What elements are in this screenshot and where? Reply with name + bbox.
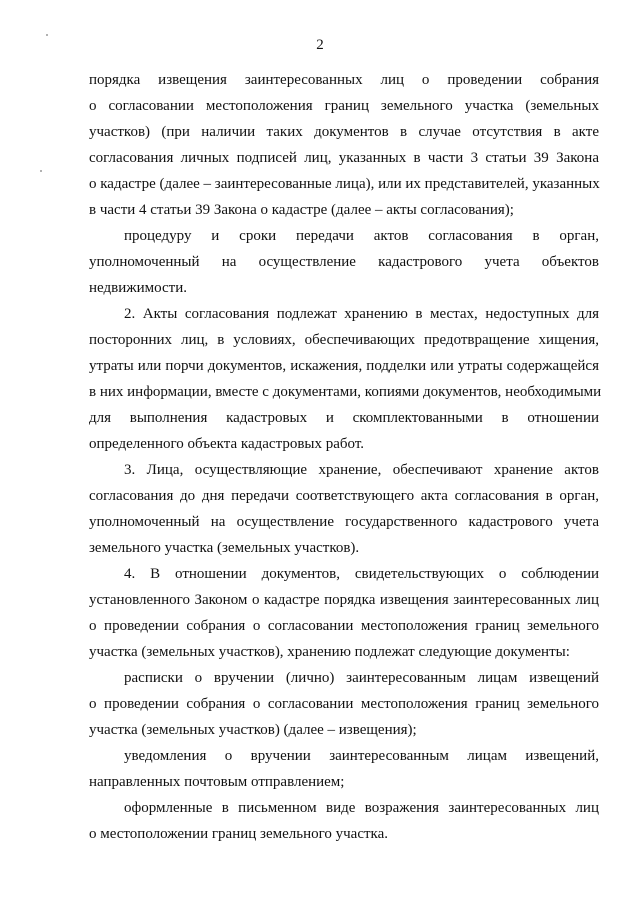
text-line: уведомления о вручении заинтересованным лицам извещений,: [124, 748, 599, 764]
text-line: 3. Лица, осуществляющие хранение, обеспечивают хранение актов: [124, 462, 599, 478]
text-line: уполномоченный на осуществление кадастрового учета объектов: [89, 254, 599, 270]
text-line: о согласовании местоположения границ земельного участка (земельных: [89, 98, 599, 114]
text-line: определенного объекта кадастровых работ.: [89, 436, 364, 452]
text-line: недвижимости.: [89, 280, 187, 296]
text-line: участков) (при наличии таких документов в случае отсутствия в акте: [89, 124, 599, 140]
text-line: 4. В отношении документов, свидетельствующих о соблюдении: [124, 566, 599, 582]
text-line: оформленные в письменном виде возражения заинтересованных лиц: [124, 800, 599, 816]
text-line: направленных почтовым отправлением;: [89, 774, 345, 790]
text-line: о кадастре (далее – заинтересованные лица), или их представителей, указанных: [89, 176, 600, 192]
text-line: о проведении собрания о согласовании местоположения границ земельного: [89, 696, 599, 712]
text-line: о проведении собрания о согласовании местоположения границ земельного: [89, 618, 599, 634]
text-line: согласования до дня передачи соответствующего акта согласования в орган,: [89, 488, 599, 504]
text-line: уполномоченный на осуществление государственного кадастрового учета: [89, 514, 599, 530]
text-line: 2. Акты согласования подлежат хранению в местах, недоступных для: [124, 306, 599, 322]
text-line: расписки о вручении (лично) заинтересованным лицам извещений: [124, 670, 599, 686]
text-line: в них информации, вместе с документами, копиями документов, необходимыми: [89, 384, 602, 400]
text-line: порядка извещения заинтересованных лиц о проведении собрания: [89, 72, 599, 88]
text-line: для выполнения кадастровых и скомплектованными в отношении: [89, 410, 599, 426]
text-line: посторонних лиц, в условиях, обеспечивающих предотвращение хищения,: [89, 332, 599, 348]
text-line: установленного Законом о кадастре порядка извещения заинтересованных лиц: [89, 592, 599, 608]
text-line: в части 4 статьи 39 Закона о кадастре (далее – акты согласования);: [89, 202, 514, 218]
text-line: участка (земельных участков) (далее – извещения);: [89, 722, 417, 738]
scan-speck: [40, 170, 42, 172]
text-line: участка (земельных участков), хранению подлежат следующие документы:: [89, 644, 570, 660]
text-line: утраты или порчи документов, искажения, подделки или утраты содержащейся: [89, 358, 599, 374]
page-number: 2: [316, 37, 324, 53]
text-line: согласования личных подписей лиц, указанных в части 3 статьи 39 Закона: [89, 150, 599, 166]
text-line: о местоположении границ земельного участка.: [89, 826, 389, 842]
text-line: земельного участка (земельных участков).: [89, 540, 360, 556]
text-line: процедуру и сроки передачи актов согласования в орган,: [124, 228, 599, 244]
